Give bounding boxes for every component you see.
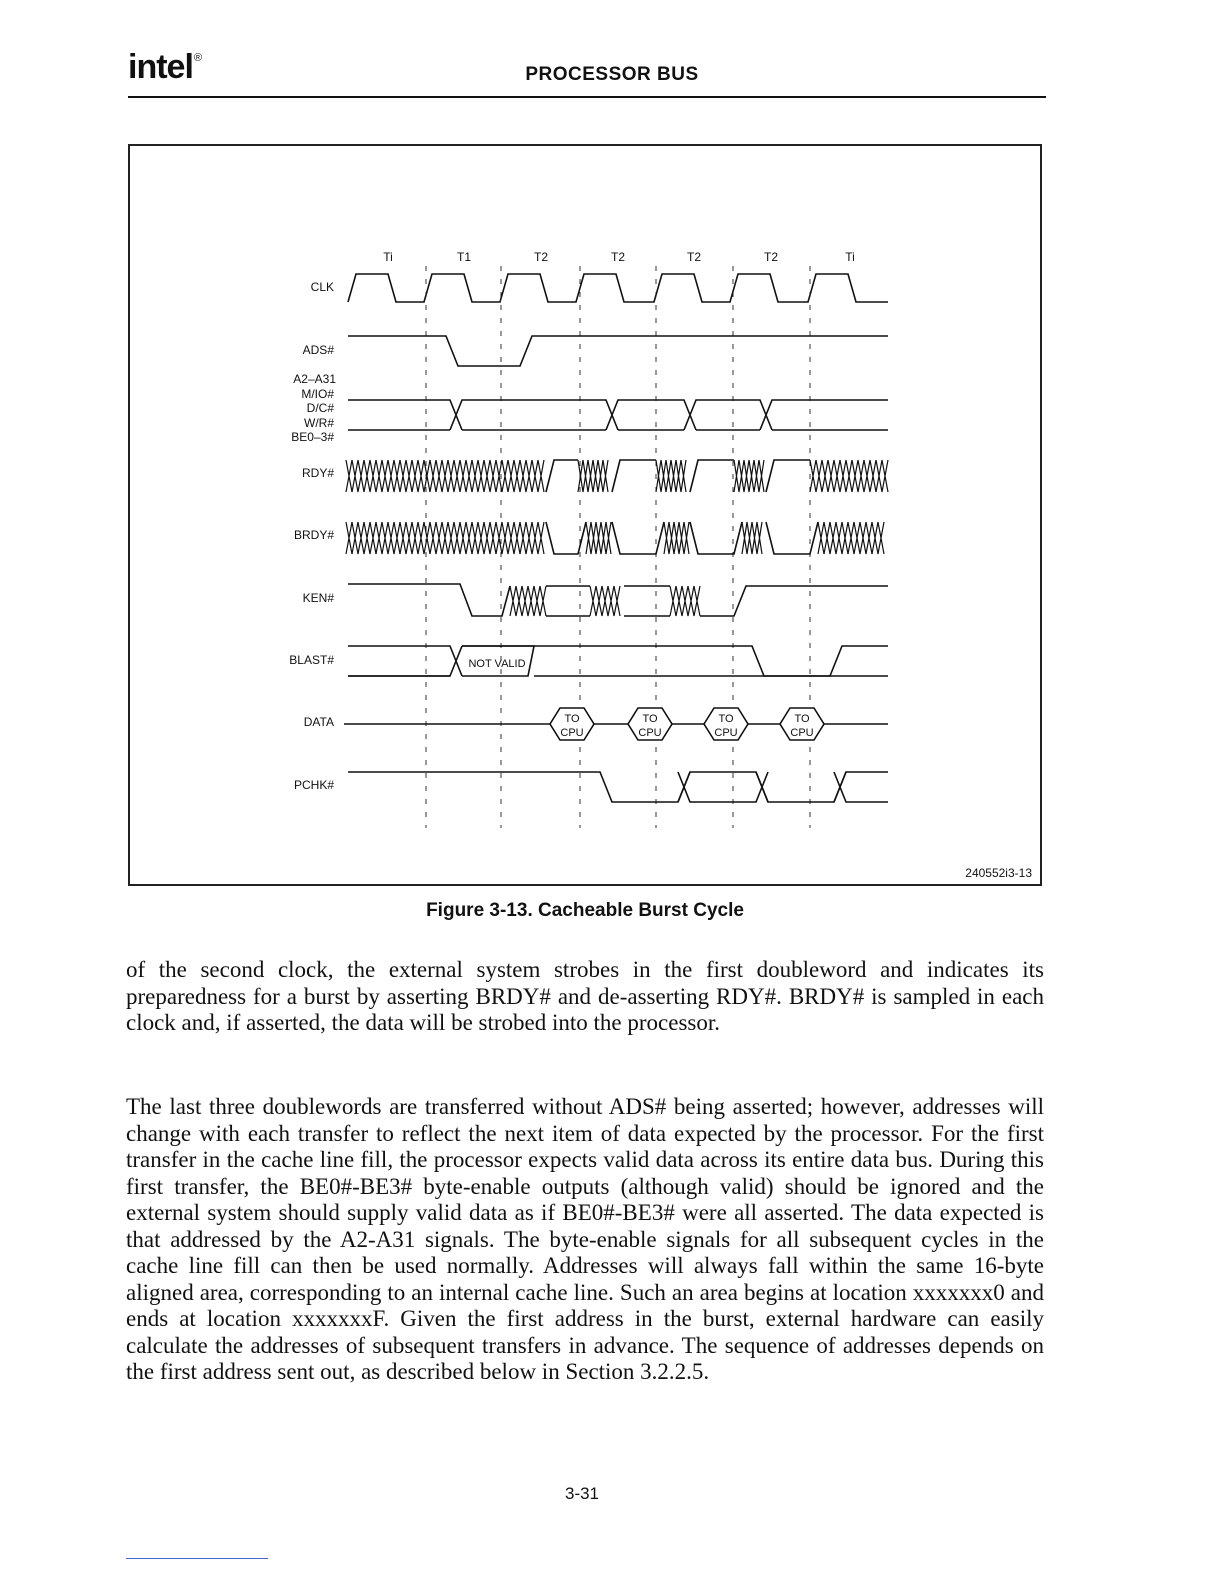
signal-label-pchk: PCHK# (293, 778, 334, 792)
ken-waveform-start (348, 584, 510, 616)
ken-waveform-end (700, 586, 888, 616)
clock-state-label: T2 (610, 250, 626, 264)
data-to-label: TO (794, 713, 810, 725)
signal-label-rdy: RDY# (301, 466, 334, 480)
paragraph-2: The last three doublewords are transferred without ADS# being asserted; however, addresses will change with each transfer to reflect the next item of data expected by the processor. For the first transfer in the cache line fill, the processor expects valid data across its entire data bus. During this first transfer, the BE0#-BE3# byte-enable outputs (although valid) should be ignored and the external system should supply valid data as if BE0#-BE3# were all asserted. The data expected is that addressed by the A2-A31 signals. The byte-enable signals for all subsequent cycles in the cache line fill can then be used normally. Addresses will always fall within the same 16-byte aligned area, corresponding to an internal cache line. Such an area begins at location xxxxxxx0 and ends at location xxxxxxxF. Given the first address in the burst, external hardware can easily calculate the addresses of subsequent transfers in advance. The sequence of addresses depends on the first address sent out, as described below in Section 3.2.2.5. (126, 1094, 1044, 1384)
data-to-label: TO (718, 713, 734, 725)
data-to-label: TO (564, 713, 580, 725)
registered-mark: ® (193, 52, 202, 64)
ken-rails-1 (546, 586, 590, 616)
signal-label-blast: BLAST# (289, 653, 334, 667)
blast-waveform-start (348, 646, 462, 676)
rdy-hatch-1 (346, 460, 544, 492)
ads-waveform (348, 336, 888, 366)
brdy-hatch-4 (742, 522, 762, 554)
timing-diagram (130, 146, 1040, 884)
figure-id: 240552i3-13 (965, 866, 1032, 880)
rdy-edge-3 (690, 460, 734, 492)
ken-rails-2 (624, 586, 670, 616)
data-cpu-label: CPU (638, 727, 662, 739)
clock-state-label: T2 (763, 250, 779, 264)
data-cpu-label: CPU (790, 727, 814, 739)
rdy-hatch-5 (810, 460, 888, 492)
brdy-hatch-1 (346, 522, 544, 554)
figure-frame (128, 144, 1042, 886)
clock-state-label: T1 (456, 250, 472, 264)
brdy-hatch-5 (818, 522, 884, 554)
header-rule (128, 96, 1046, 98)
data-cpu-label: CPU (560, 727, 584, 739)
logo-text: intel (128, 48, 193, 86)
paragraph-1: of the second clock, the external system strobes in the first doubleword and indicates its preparedness for a burst by asserting BRDY# and de-asserting RDY#. BRDY# is sampled in each clock and, if asserted, the data will be strobed into the processor. (126, 957, 1044, 1035)
ken-hatch-2 (590, 586, 620, 616)
pchk-waveform-main (348, 772, 888, 802)
clk-waveform (348, 274, 888, 302)
clock-state-label: Ti (845, 250, 855, 264)
ken-hatch-3 (670, 586, 700, 616)
signal-label-ads: ADS# (302, 343, 334, 357)
brdy-edge-3 (690, 522, 742, 554)
signal-label-address: A2–A31 (293, 372, 336, 386)
rdy-hatch-2 (578, 460, 608, 492)
rdy-edge-1 (546, 460, 578, 492)
signal-label-dc: D/C# (306, 401, 334, 415)
running-head: PROCESSOR BUS (525, 64, 699, 85)
blast-waveform-end (462, 646, 888, 676)
signal-label-clk: CLK (310, 280, 334, 294)
clock-state-label: T2 (533, 250, 549, 264)
page-number: 3-31 (564, 1484, 600, 1503)
footer-rule (126, 1558, 268, 1559)
signal-label-wr: W/R# (304, 416, 334, 430)
rdy-edge-4 (766, 460, 810, 492)
brdy-hatch-3 (664, 522, 689, 554)
clock-state-label: T2 (686, 250, 702, 264)
signal-label-mio: M/IO# (301, 387, 334, 401)
signal-label-data: DATA (303, 715, 334, 729)
rdy-hatch-4 (734, 460, 764, 492)
pchk-waveform-crossings (678, 772, 888, 802)
data-to-label: TO (642, 713, 658, 725)
rdy-hatch-3 (656, 460, 686, 492)
ken-hatch-1 (510, 586, 546, 616)
figure-caption: Figure 3-13. Cacheable Burst Cycle (426, 900, 744, 921)
rdy-edge-2 (612, 460, 656, 492)
signal-label-ken: KEN# (302, 591, 334, 605)
clock-state-label: Ti (383, 250, 393, 264)
not-valid-label: NOT VALID (468, 658, 526, 670)
data-cpu-label: CPU (714, 727, 738, 739)
signal-label-be: BE0–3# (291, 430, 334, 444)
address-bus-top (348, 400, 888, 430)
brdy-hatch-2 (586, 522, 611, 554)
signal-label-brdy: BRDY# (293, 528, 334, 542)
